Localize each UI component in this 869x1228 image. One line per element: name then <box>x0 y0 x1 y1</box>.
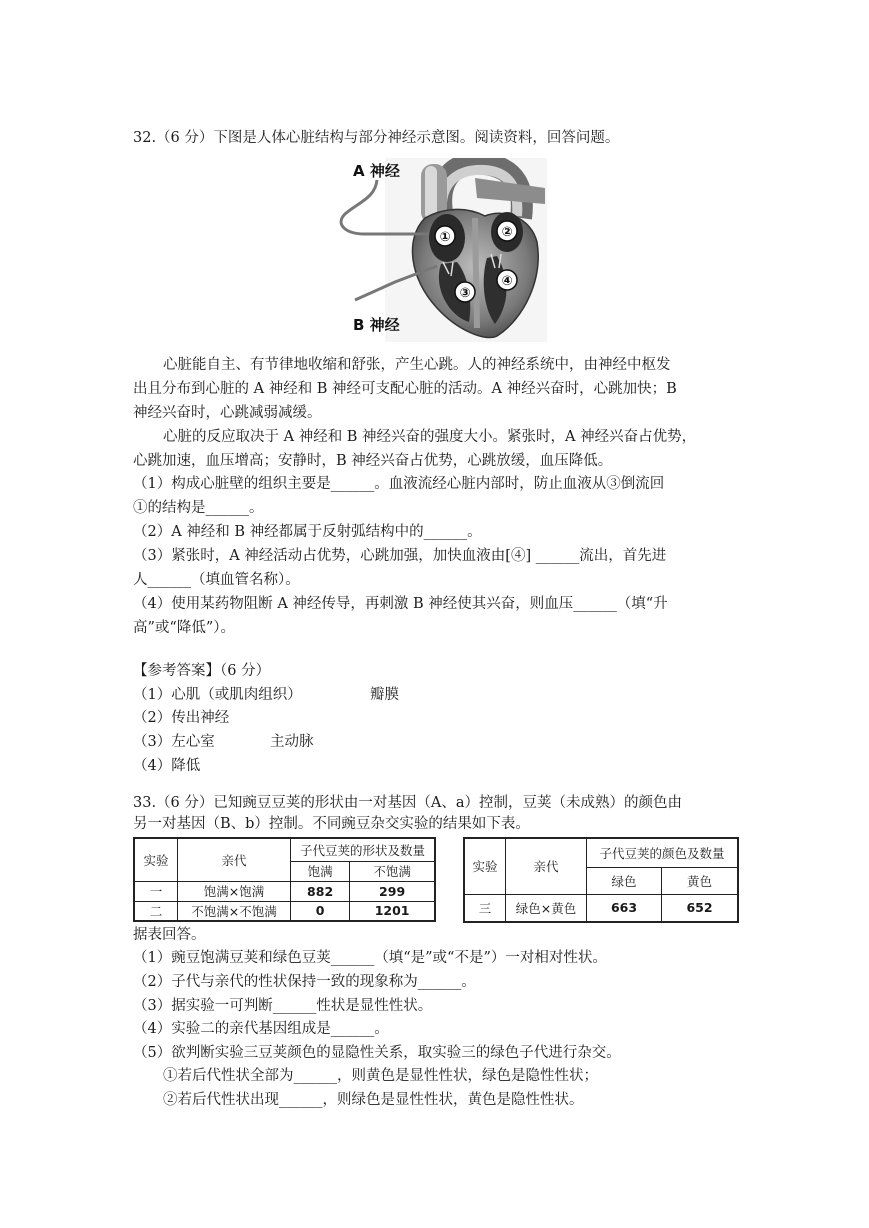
q33-sub3: （3）据实验一可判断______性状是显性性状。 <box>133 998 433 1014</box>
table2-header-yellow: 黄色 <box>662 867 738 894</box>
marker-1: ① <box>439 230 451 245</box>
table1-header-offspring: 子代豆荚的形状及数量 <box>291 838 436 861</box>
q33-sub1: （1）豌豆饱满豆荚和绿色豆荚______（填“是”或“不是”）一对相对性状。 <box>133 950 607 966</box>
table1-header-full: 饱满 <box>291 861 350 881</box>
q32-sub1-line1: （1）构成心脏壁的组织主要是______。血液流经心脏内部时，防止血液从③倒流回 <box>133 476 665 492</box>
table2-row1-green: 663 <box>587 894 662 922</box>
q32-title: 32.（6 分）下图是人体心脏结构与部分神经示意图。阅读资料，回答问题。 <box>133 130 620 146</box>
color-table <box>463 837 739 923</box>
table1-header-notfull: 不饱满 <box>350 861 435 881</box>
table-row <box>134 881 435 901</box>
shape-table <box>133 837 436 922</box>
q33-sub2: （2）子代与亲代的性状保持一致的现象称为______。 <box>133 974 476 990</box>
q32-sub3-line1: （3）紧张时，A 神经活动占优势，心跳加强，加快血液由[④] ______流出，首先进 <box>133 548 667 564</box>
q32-para1-line2: 出且分布到心脏的 A 神经和 B 神经可支配心脏的活动。A 神经兴奋时，心跳加快；B <box>133 381 677 397</box>
table1-row2-notfull: 1201 <box>350 901 435 921</box>
q33-sub5-a: ①若后代性状全部为______，则黄色是显性性状，绿色是隐性性状； <box>163 1068 598 1084</box>
table1-row1-exp: 一 <box>134 881 178 901</box>
table1-row1-notfull: 299 <box>350 881 435 901</box>
table1-row1-full: 882 <box>291 881 350 901</box>
table1-row1-parent: 饱满×饱满 <box>178 881 291 901</box>
answer-3-part2: 主动脉 <box>270 734 314 750</box>
answer-3-part1: （3）左心室 <box>133 734 215 750</box>
table-row <box>134 901 435 921</box>
table-row <box>464 894 738 922</box>
q33-sub4: （4）实验二的亲代基因组成是______。 <box>133 1021 389 1037</box>
marker-4: ④ <box>501 274 513 289</box>
q32-para2-line2: 心跳加速，血压增高；安静时，B 神经兴奋占优势，心跳放缓，血压降低。 <box>133 453 613 469</box>
q33-sub5: （5）欲判断实验三豆荚颜色的显隐性关系，取实验三的绿色子代进行杂交。 <box>133 1045 621 1061</box>
answer-1-part1: （1）心肌（或肌肉组织） <box>133 687 302 703</box>
q33-sub5-b: ②若后代性状出现______，则绿色是显性性状，黄色是隐性性状。 <box>163 1092 584 1108</box>
answer-1-part2: 瓣膜 <box>370 687 399 703</box>
q32-para2-line1: 心脏的反应取决于 A 神经和 B 神经兴奋的强度大小。紧张时，A 神经兴奋占优势， <box>163 429 697 445</box>
table2-row1-parent: 绿色×黄色 <box>506 894 587 922</box>
marker-3: ③ <box>459 286 471 301</box>
table2-header-parent: 亲代 <box>506 838 587 894</box>
nerve-b-label: B 神经 <box>353 316 400 334</box>
table1-header-parent: 亲代 <box>178 838 291 881</box>
q32-sub3-line2: 人______（填血管名称）。 <box>133 572 300 588</box>
table2-row1-yellow: 652 <box>662 894 738 922</box>
q32-para1-line1: 心脏能自主、有节律地收缩和舒张，产生心跳。人的神经系统中，由神经中枢发 <box>163 357 671 373</box>
table2-row1-exp: 三 <box>464 894 506 922</box>
table2-header-offspring: 子代豆荚的颜色及数量 <box>587 838 739 867</box>
q32-sub4-line2: 高”或“降低”）。 <box>133 620 235 636</box>
table2-header-exp: 实验 <box>464 838 506 894</box>
table1-header-exp: 实验 <box>134 838 178 881</box>
q33-after-table: 据表回答。 <box>133 927 206 943</box>
q33-intro-line1: 33.（6 分）已知豌豆豆荚的形状由一对基因（A、a）控制，豆荚（未成熟）的颜色由 <box>133 795 683 811</box>
q32-sub4-line1: （4）使用某药物阻断 A 神经传导，再刺激 B 神经使其兴奋，则血压______（填“升 <box>133 596 668 612</box>
q32-sub1-line2: ①的结构是______。 <box>133 500 264 516</box>
marker-2: ② <box>501 225 513 240</box>
table1-row2-full: 0 <box>291 901 350 921</box>
q32-sub2: （2）A 神经和 B 神经都属于反射弧结构中的______。 <box>133 524 482 540</box>
answer-4: （4）降低 <box>133 758 201 774</box>
q33-intro-line2: 另一对基因（B、b）控制。不同豌豆杂交实验的结果如下表。 <box>133 816 530 832</box>
nerve-a-label: A 神经 <box>353 162 400 180</box>
table2-header-green: 绿色 <box>587 867 662 894</box>
q32-para1-line3: 神经兴奋时，心跳减弱减缓。 <box>133 405 322 421</box>
answer-2: （2）传出神经 <box>133 710 230 726</box>
table1-row2-exp: 二 <box>134 901 178 921</box>
answer-title: 【参考答案】（6 分） <box>133 663 271 679</box>
heart-diagram <box>325 158 547 342</box>
table1-row2-parent: 不饱满×不饱满 <box>178 901 291 921</box>
